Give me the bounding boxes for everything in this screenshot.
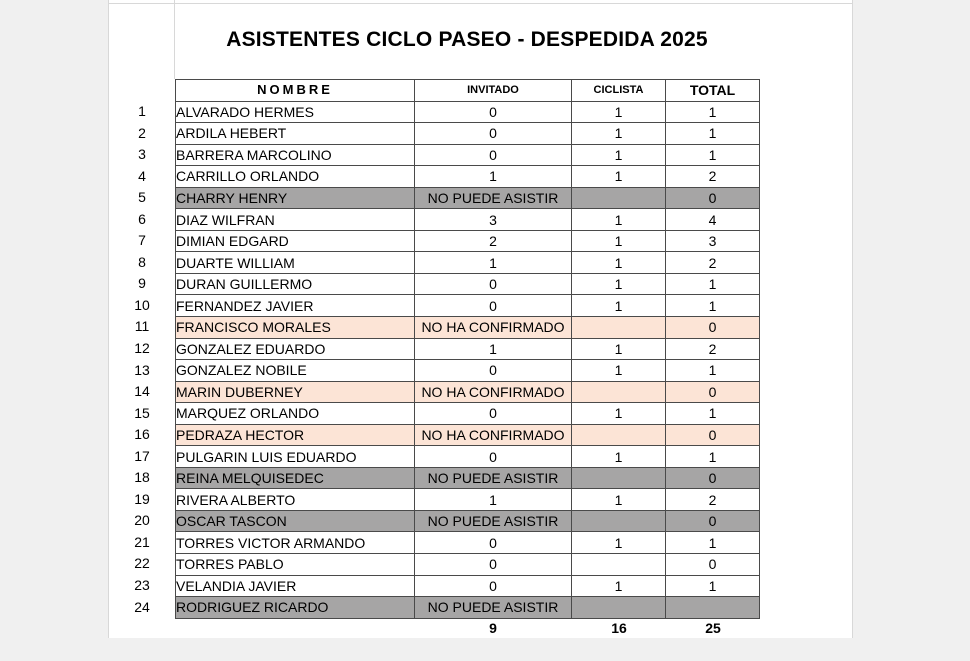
cell-total[interactable]: 2 <box>666 338 760 360</box>
column-header-name[interactable]: NOMBRE <box>176 80 415 102</box>
cell-ciclista[interactable] <box>572 510 666 532</box>
row-number[interactable]: 17 <box>134 447 150 464</box>
cell-invitado[interactable]: 0 <box>415 554 572 576</box>
grid-line <box>852 0 853 638</box>
cell-ciclista[interactable]: 1 <box>572 273 666 295</box>
cell-total[interactable]: 0 <box>666 424 760 446</box>
cell-invitado[interactable]: 0 <box>415 575 572 597</box>
cell-invitado[interactable]: NO HA CONFIRMADO <box>415 317 572 339</box>
grid-line <box>108 3 853 4</box>
table-row <box>176 187 760 209</box>
table-row <box>176 144 760 166</box>
cell-invitado[interactable]: 1 <box>415 489 572 511</box>
cell-ciclista[interactable]: 1 <box>572 230 666 252</box>
column-header-ciclista[interactable]: CICLISTA <box>572 80 666 102</box>
column-header-invitado[interactable]: INVITADO <box>415 80 572 102</box>
cell-total[interactable]: 0 <box>666 467 760 489</box>
cell-ciclista[interactable]: 1 <box>572 295 666 317</box>
cell-invitado[interactable]: NO HA CONFIRMADO <box>415 424 572 446</box>
cell-name[interactable]: DIAZ WILFRAN <box>176 209 415 231</box>
cell-total[interactable]: 1 <box>666 273 760 295</box>
grid-line <box>108 0 109 638</box>
cell-total[interactable]: 1 <box>666 360 760 382</box>
table-row <box>176 597 760 619</box>
cell-ciclista[interactable] <box>572 317 666 339</box>
cell-total[interactable]: 1 <box>666 532 760 554</box>
table-row <box>176 446 760 468</box>
table-row <box>176 166 760 188</box>
cell-invitado[interactable]: 0 <box>415 532 572 554</box>
table-row <box>176 489 760 511</box>
cell-name[interactable]: DURAN GUILLERMO <box>176 273 415 295</box>
cell-name[interactable]: FERNANDEZ JAVIER <box>176 295 415 317</box>
cell-name[interactable]: OSCAR TASCON <box>176 510 415 532</box>
cell-total[interactable]: 0 <box>666 554 760 576</box>
cell-ciclista[interactable]: 1 <box>572 101 666 123</box>
cell-ciclista[interactable] <box>572 554 666 576</box>
cell-invitado[interactable]: 0 <box>415 446 572 468</box>
cell-invitado[interactable]: NO PUEDE ASISTIR <box>415 187 572 209</box>
cell-ciclista[interactable]: 1 <box>572 144 666 166</box>
row-number[interactable]: 19 <box>134 490 150 507</box>
page-title: ASISTENTES CICLO PASEO - DESPEDIDA 2025 <box>226 28 708 51</box>
cell-invitado[interactable]: 1 <box>415 252 572 274</box>
row-number[interactable]: 10 <box>134 296 150 313</box>
cell-ciclista[interactable]: 1 <box>572 123 666 145</box>
total-invitado[interactable]: 9 <box>489 620 497 636</box>
table-row <box>176 230 760 252</box>
cell-name[interactable]: GONZALEZ EDUARDO <box>176 338 415 360</box>
row-number[interactable]: 23 <box>134 577 150 594</box>
cell-name[interactable]: MARIN DUBERNEY <box>176 381 415 403</box>
row-number[interactable]: 16 <box>134 426 150 443</box>
cell-name[interactable]: MARQUEZ ORLANDO <box>176 403 415 425</box>
total-total[interactable]: 25 <box>705 620 721 636</box>
cell-total[interactable]: 1 <box>666 403 760 425</box>
cell-name[interactable]: BARRERA MARCOLINO <box>176 144 415 166</box>
cell-invitado[interactable]: 0 <box>415 360 572 382</box>
cell-invitado[interactable]: 0 <box>415 123 572 145</box>
cell-total[interactable]: 0 <box>666 381 760 403</box>
row-number-column <box>120 101 164 618</box>
cell-ciclista[interactable]: 1 <box>572 446 666 468</box>
column-header-total[interactable]: TOTAL <box>666 80 760 102</box>
cell-name[interactable]: CHARRY HENRY <box>176 187 415 209</box>
table-row <box>176 575 760 597</box>
cell-name[interactable]: CARRILLO ORLANDO <box>176 166 415 188</box>
table-row <box>176 101 760 123</box>
cell-ciclista[interactable]: 1 <box>572 575 666 597</box>
row-number[interactable]: 14 <box>134 383 150 400</box>
cell-ciclista[interactable]: 1 <box>572 338 666 360</box>
cell-ciclista[interactable]: 1 <box>572 532 666 554</box>
cell-name[interactable]: GONZALEZ NOBILE <box>176 360 415 382</box>
table-row <box>176 338 760 360</box>
row-number[interactable]: 13 <box>134 361 150 378</box>
cell-invitado[interactable]: 3 <box>415 209 572 231</box>
cell-invitado[interactable]: 1 <box>415 338 572 360</box>
row-number[interactable]: 24 <box>134 598 150 615</box>
cell-name[interactable]: PULGARIN LUIS EDUARDO <box>176 446 415 468</box>
table-row <box>176 123 760 145</box>
cell-invitado[interactable]: 0 <box>415 101 572 123</box>
row-number[interactable]: 7 <box>138 232 146 249</box>
row-number[interactable]: 6 <box>138 210 146 227</box>
cell-ciclista[interactable]: 1 <box>572 489 666 511</box>
table-row <box>176 510 760 532</box>
row-number[interactable]: 18 <box>134 469 150 486</box>
row-number[interactable]: 4 <box>138 167 146 184</box>
cell-name[interactable]: RIVERA ALBERTO <box>176 489 415 511</box>
table-row <box>176 554 760 576</box>
cell-total[interactable]: 1 <box>666 446 760 468</box>
cell-total[interactable]: 4 <box>666 209 760 231</box>
table-row <box>176 317 760 339</box>
cell-ciclista[interactable]: 1 <box>572 166 666 188</box>
cell-total[interactable]: 3 <box>666 230 760 252</box>
cell-ciclista[interactable] <box>572 597 666 619</box>
table-row <box>176 360 760 382</box>
row-number[interactable]: 15 <box>134 404 150 421</box>
cell-invitado[interactable]: NO PUEDE ASISTIR <box>415 597 572 619</box>
cell-total[interactable]: 2 <box>666 489 760 511</box>
cell-total[interactable]: 2 <box>666 166 760 188</box>
cell-invitado[interactable]: 1 <box>415 166 572 188</box>
row-number[interactable]: 1 <box>138 103 146 119</box>
table-row <box>176 403 760 425</box>
cell-invitado[interactable]: 2 <box>415 230 572 252</box>
cell-invitado[interactable]: 0 <box>415 403 572 425</box>
table-row <box>176 532 760 554</box>
cell-name[interactable]: VELANDIA JAVIER <box>176 575 415 597</box>
cell-ciclista[interactable] <box>572 467 666 489</box>
cell-total[interactable]: 0 <box>666 510 760 532</box>
row-number[interactable]: 22 <box>134 555 150 572</box>
cell-total[interactable] <box>666 597 760 619</box>
cell-invitado[interactable]: 0 <box>415 273 572 295</box>
cell-name[interactable]: ARDILA HEBERT <box>176 123 415 145</box>
table-row <box>176 209 760 231</box>
cell-total[interactable]: 0 <box>666 187 760 209</box>
cell-name[interactable]: TORRES VICTOR ARMANDO <box>176 532 415 554</box>
cell-name[interactable]: FRANCISCO MORALES <box>176 317 415 339</box>
cell-ciclista[interactable] <box>572 381 666 403</box>
cell-invitado[interactable]: 0 <box>415 144 572 166</box>
row-number[interactable]: 20 <box>134 512 150 529</box>
cell-ciclista[interactable]: 1 <box>572 403 666 425</box>
cell-total[interactable]: 0 <box>666 317 760 339</box>
row-number[interactable]: 2 <box>138 124 146 141</box>
cell-invitado[interactable]: NO PUEDE ASISTIR <box>415 510 572 532</box>
table-row <box>176 295 760 317</box>
table-row <box>176 467 760 489</box>
cell-total[interactable]: 1 <box>666 575 760 597</box>
table-row <box>176 273 760 295</box>
header-row <box>176 80 760 102</box>
table-row <box>176 424 760 446</box>
cell-total[interactable]: 1 <box>666 123 760 145</box>
cell-ciclista[interactable]: 1 <box>572 360 666 382</box>
attendance-table <box>175 79 760 619</box>
row-number[interactable]: 9 <box>138 275 146 292</box>
row-number[interactable]: 5 <box>138 189 146 206</box>
row-number[interactable]: 21 <box>134 533 150 550</box>
cell-ciclista[interactable]: 1 <box>572 252 666 274</box>
cell-name[interactable]: PEDRAZA HECTOR <box>176 424 415 446</box>
table-row <box>176 252 760 274</box>
cell-ciclista[interactable] <box>572 424 666 446</box>
row-number[interactable]: 8 <box>138 253 146 270</box>
cell-name[interactable]: DUARTE WILLIAM <box>176 252 415 274</box>
cell-invitado[interactable]: NO HA CONFIRMADO <box>415 381 572 403</box>
cell-total[interactable]: 1 <box>666 101 760 123</box>
cell-invitado[interactable]: 0 <box>415 295 572 317</box>
cell-name[interactable]: ALVARADO HERMES <box>176 101 415 123</box>
cell-ciclista[interactable]: 1 <box>572 209 666 231</box>
row-number[interactable]: 11 <box>134 318 150 335</box>
row-number[interactable]: 12 <box>134 340 150 357</box>
cell-ciclista[interactable] <box>572 187 666 209</box>
cell-name[interactable]: DIMIAN EDGARD <box>176 230 415 252</box>
cell-name[interactable]: TORRES PABLO <box>176 554 415 576</box>
cell-name[interactable]: RODRIGUEZ RICARDO <box>176 597 415 619</box>
cell-invitado[interactable]: NO PUEDE ASISTIR <box>415 467 572 489</box>
cell-total[interactable]: 2 <box>666 252 760 274</box>
table-row <box>176 381 760 403</box>
cell-name[interactable]: REINA MELQUISEDEC <box>176 467 415 489</box>
cell-total[interactable]: 1 <box>666 144 760 166</box>
row-number[interactable]: 3 <box>138 146 146 163</box>
cell-total[interactable]: 1 <box>666 295 760 317</box>
total-ciclista[interactable]: 16 <box>611 620 627 636</box>
